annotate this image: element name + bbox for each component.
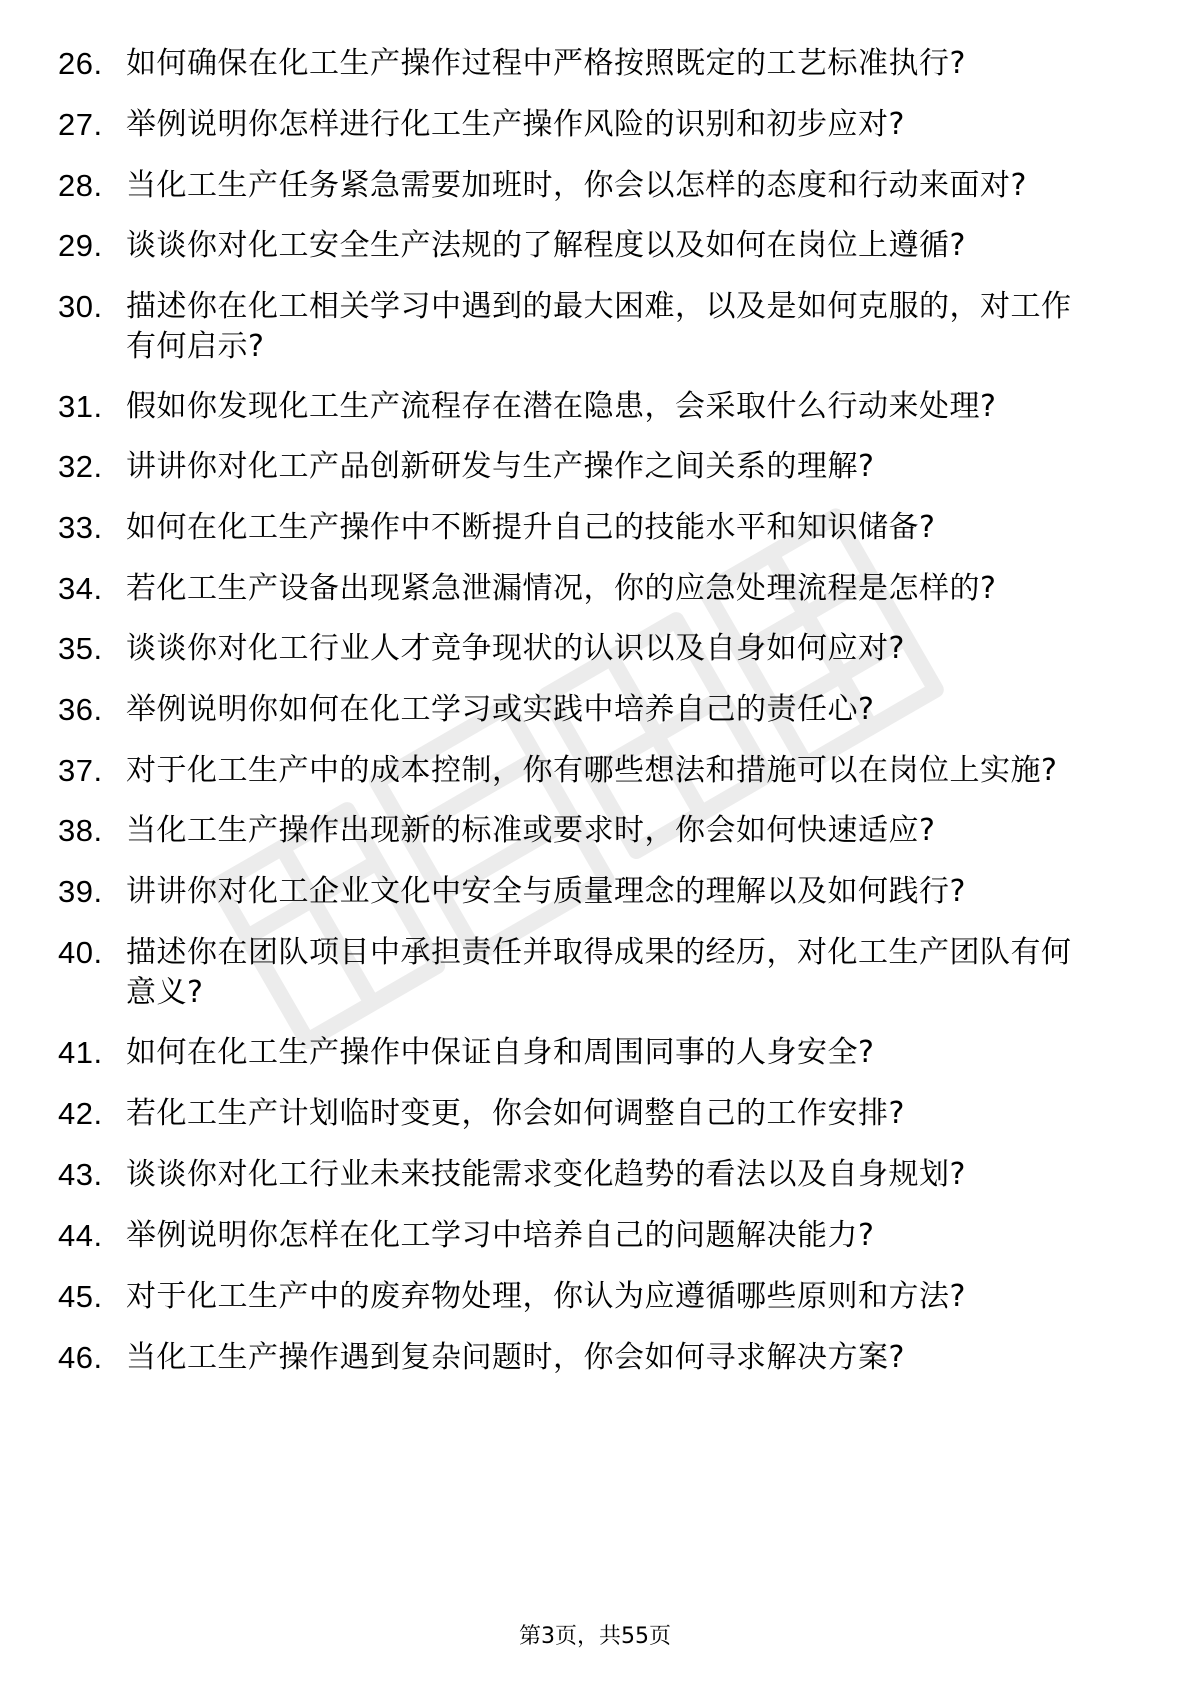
question-item	[0, 629, 1190, 669]
question-number: 38.	[58, 813, 103, 848]
question-text: 若化工生产设备出现紧急泄漏情况，你的应急处理流程是怎样的?	[126, 571, 997, 606]
question-text: 谈谈你对化工行业人才竞争现状的认识以及自身如何应对?	[126, 631, 905, 666]
question-item	[0, 287, 1190, 367]
question-text: 当化工生产操作遇到复杂问题时，你会如何寻求解决方案?	[126, 1340, 905, 1375]
question-item	[0, 933, 1190, 1013]
question-number: 37.	[58, 753, 103, 788]
question-text: 如何在化工生产操作中不断提升自己的技能水平和知识储备?	[126, 510, 936, 545]
question-text: 描述你在化工相关学习中遇到的最大困难，以及是如何克服的，对工作有何启示?	[126, 289, 1072, 364]
question-item	[0, 105, 1190, 145]
question-number: 33.	[58, 510, 103, 545]
question-number: 27.	[58, 107, 103, 142]
question-item	[0, 508, 1190, 548]
question-number: 46.	[58, 1340, 103, 1375]
question-text: 如何在化工生产操作中保证自身和周围同事的人身安全?	[126, 1035, 875, 1070]
question-text: 讲讲你对化工产品创新研发与生产操作之间关系的理解?	[126, 449, 875, 484]
question-item	[0, 226, 1190, 266]
question-item	[0, 751, 1190, 791]
question-number: 30.	[58, 289, 103, 324]
question-text: 对于化工生产中的废弃物处理，你认为应遵循哪些原则和方法?	[126, 1279, 966, 1314]
question-text: 描述你在团队项目中承担责任并取得成果的经历，对化工生产团队有何意义?	[126, 935, 1072, 1010]
question-number: 36.	[58, 692, 103, 727]
question-text: 假如你发现化工生产流程存在潜在隐患，会采取什么行动来处理?	[126, 389, 997, 424]
question-text: 当化工生产操作出现新的标准或要求时，你会如何快速适应?	[126, 813, 936, 848]
question-number: 35.	[58, 631, 103, 666]
question-item	[0, 44, 1190, 84]
question-list	[0, 44, 1190, 1399]
question-item	[0, 811, 1190, 851]
question-number: 31.	[58, 389, 103, 424]
question-item	[0, 872, 1190, 912]
question-text: 谈谈你对化工安全生产法规的了解程度以及如何在岗位上遵循?	[126, 228, 966, 263]
question-text: 当化工生产任务紧急需要加班时，你会以怎样的态度和行动来面对?	[126, 168, 1027, 203]
question-item	[0, 690, 1190, 730]
question-item	[0, 1216, 1190, 1256]
question-item	[0, 387, 1190, 427]
question-number: 43.	[58, 1157, 103, 1192]
question-number: 40.	[58, 935, 103, 970]
question-number: 44.	[58, 1218, 103, 1253]
question-text: 对于化工生产中的成本控制，你有哪些想法和措施可以在岗位上实施?	[126, 753, 1058, 788]
question-item	[0, 1155, 1190, 1195]
question-number: 26.	[58, 46, 103, 81]
question-number: 45.	[58, 1279, 103, 1314]
question-item	[0, 1338, 1190, 1378]
question-item	[0, 1094, 1190, 1134]
question-number: 28.	[58, 168, 103, 203]
question-text: 讲讲你对化工企业文化中安全与质量理念的理解以及如何践行?	[126, 874, 966, 909]
question-number: 32.	[58, 449, 103, 484]
question-number: 41.	[58, 1035, 103, 1070]
page-number-footer: 第3页，共55页	[519, 1624, 671, 1649]
question-text: 举例说明你如何在化工学习或实践中培养自己的责任心?	[126, 692, 875, 727]
question-number: 34.	[58, 571, 103, 606]
question-item	[0, 447, 1190, 487]
question-item	[0, 1277, 1190, 1317]
question-text: 举例说明你怎样在化工学习中培养自己的问题解决能力?	[126, 1218, 875, 1253]
question-text: 谈谈你对化工行业未来技能需求变化趋势的看法以及自身规划?	[126, 1157, 966, 1192]
question-number: 42.	[58, 1096, 103, 1131]
question-number: 39.	[58, 874, 103, 909]
question-item	[0, 166, 1190, 206]
question-item	[0, 569, 1190, 609]
question-text: 举例说明你怎样进行化工生产操作风险的识别和初步应对?	[126, 107, 905, 142]
question-text: 若化工生产计划临时变更，你会如何调整自己的工作安排?	[126, 1096, 905, 1131]
question-text: 如何确保在化工生产操作过程中严格按照既定的工艺标准执行?	[126, 46, 966, 81]
question-number: 29.	[58, 228, 103, 263]
question-item	[0, 1033, 1190, 1073]
